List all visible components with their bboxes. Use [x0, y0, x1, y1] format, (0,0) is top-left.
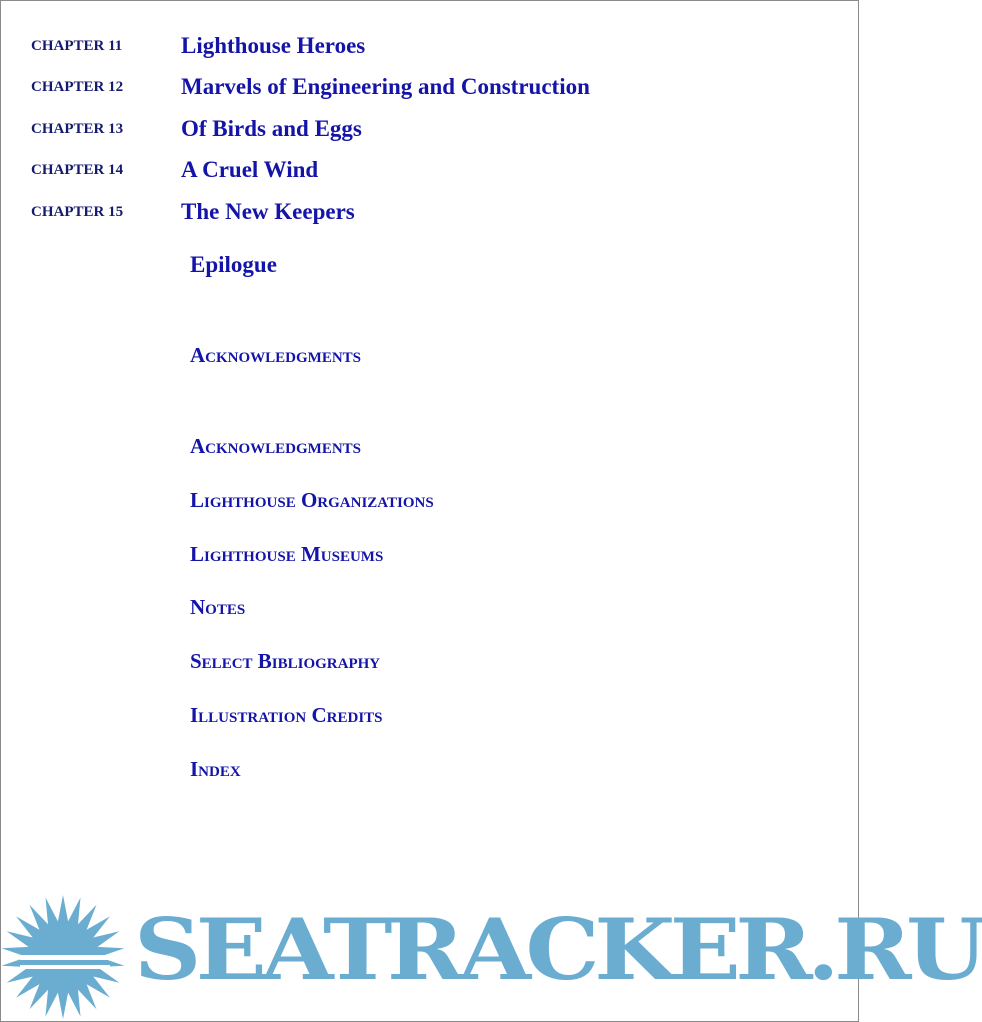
- chapter-label: CHAPTER 14: [31, 162, 124, 178]
- sun-icon: [0, 893, 132, 1021]
- chapter-title[interactable]: The New Keepers: [181, 199, 355, 224]
- chapter-label: CHAPTER 13: [31, 121, 124, 137]
- toc-acknowledgments-back[interactable]: Acknowledgments: [190, 434, 362, 458]
- toc-lighthouse-organizations[interactable]: Lighthouse Organizations: [190, 488, 434, 512]
- chapter-title[interactable]: Of Birds and Eggs: [181, 116, 362, 141]
- toc-acknowledgments[interactable]: Acknowledgments: [190, 343, 362, 367]
- toc-illustration-credits[interactable]: Illustration Credits: [190, 703, 383, 727]
- chapter-label: CHAPTER 12: [31, 79, 124, 95]
- toc-index[interactable]: Index: [190, 757, 241, 781]
- toc-select-bibliography[interactable]: Select Bibliography: [190, 649, 381, 673]
- chapter-title[interactable]: A Cruel Wind: [181, 157, 319, 182]
- watermark-text: SEATRACKER.RU: [134, 900, 982, 999]
- chapter-label: CHAPTER 15: [31, 204, 124, 220]
- toc-notes[interactable]: Notes: [190, 595, 246, 619]
- toc-lighthouse-museums[interactable]: Lighthouse Museums: [190, 542, 384, 566]
- chapter-title[interactable]: Marvels of Engineering and Construction: [181, 74, 590, 99]
- toc-epilogue[interactable]: Epilogue: [190, 252, 277, 277]
- chapter-title[interactable]: Lighthouse Heroes: [181, 33, 366, 58]
- chapter-label: CHAPTER 11: [31, 38, 123, 54]
